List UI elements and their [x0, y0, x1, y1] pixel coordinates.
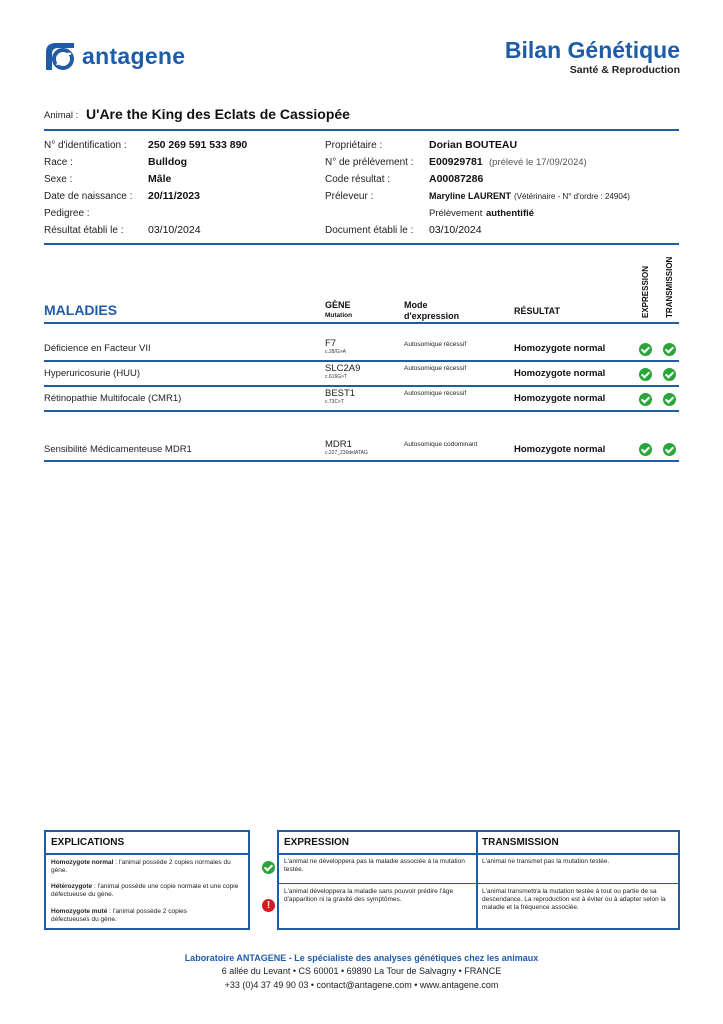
divider [46, 853, 248, 855]
id-value: 250 269 591 533 890 [148, 139, 248, 151]
divider [44, 385, 679, 387]
sample-note: (prélevé le 17/09/2024) [489, 157, 587, 168]
animal-label: Animal : [44, 110, 79, 121]
gene-name: MDR1 [325, 439, 352, 450]
col-mutation: Mutation [325, 312, 353, 319]
doc-date-label: Document établi le : [325, 225, 414, 236]
expression-ok-icon [639, 393, 652, 406]
col-transmission: TRANSMISSION [665, 256, 674, 318]
code-label: Code résultat : [325, 174, 391, 185]
expression-title: EXPRESSION [284, 837, 350, 848]
term: Homozygote normal [51, 859, 114, 866]
explications-title: EXPLICATIONS [51, 837, 125, 848]
divider [44, 129, 679, 131]
inheritance-mode: Autosomique récessif [404, 341, 467, 348]
sample-value: E00929781 [429, 156, 483, 168]
expression-ok-icon [639, 343, 652, 356]
divider [44, 243, 679, 245]
gene-name: F7 [325, 338, 337, 349]
id-label: N° d'identification : [44, 140, 127, 151]
divider [44, 410, 679, 412]
explanation-homozygote-mute [51, 908, 211, 924]
antagene-logo-icon [44, 40, 76, 72]
breed-label: Race : [44, 157, 73, 168]
inheritance-mode: Autosomique récessif [404, 365, 467, 372]
disease-name: Rétinopathie Multifocale (CMR1) [44, 393, 182, 404]
explanation-homozygote-normal [51, 859, 246, 875]
transmission-ok-icon [663, 443, 676, 456]
disease-name: Déficience en Facteur VII [44, 343, 151, 354]
transmission-ok-icon [663, 343, 676, 356]
inheritance-mode: Autosomique récessif [404, 390, 467, 397]
col-expression: EXPRESSION [641, 265, 650, 318]
gene-mutation: c.73C>T [325, 399, 345, 405]
table-row [44, 388, 679, 410]
col-mode-1: Mode [404, 300, 428, 310]
result-value: Homozygote normal [514, 393, 606, 404]
animal-name: U'Are the King des Eclats de Cassiopée [86, 106, 350, 122]
birthdate-value: 20/11/2023 [148, 190, 200, 202]
brand-logo [44, 38, 204, 76]
explanation-heterozygote [51, 883, 246, 899]
expression-bad-text: L'animal développera la maladie sans pouvoir prédire l'âge d'apparition ni la gravité des symptômes. [284, 888, 454, 903]
result-value: Homozygote normal [514, 343, 606, 354]
footer-lab: Laboratoire ANTAGENE - Le spécialiste des analyses génétiques chez les animaux [184, 953, 539, 963]
auth-word: authentifié [486, 208, 535, 219]
explications-box [44, 830, 250, 930]
table-row [44, 363, 679, 385]
footer-contact: +33 (0)4 37 49 90 03 • contact@antagene.com • www.antagene.com [224, 980, 499, 990]
footer-address: 6 allée du Levant • CS 60001 • 69890 La Tour de Salvagny • FRANCE [221, 966, 502, 976]
section-title: MALADIES [44, 302, 118, 318]
expression-ok-icon [639, 368, 652, 381]
sample-label: N° de prélèvement : [325, 157, 414, 168]
gene-name: SLC2A9 [325, 363, 361, 374]
inheritance-mode: Autosomique codominant [404, 441, 478, 448]
transmission-ok-icon [663, 368, 676, 381]
divider [44, 460, 679, 462]
expression-ok-icon [639, 443, 652, 456]
result-date-value: 03/10/2024 [148, 224, 201, 236]
result-value: Homozygote normal [514, 368, 606, 379]
definition: : l'animal possède 2 copies défectueuses du gène. [51, 908, 187, 923]
transmission-bad-text: L'animal transmettra la mutation testée à tout ou partie de sa descendance. La reproduction est à éviter ou à adapter selon la maladie et la fréquence associée. [482, 888, 666, 911]
transmission-title: TRANSMISSION [482, 837, 559, 848]
divider [279, 853, 678, 855]
owner-label: Propriétaire : [325, 140, 383, 151]
expression-ok-text: L'animal ne développera pas la maladie associée à la mutation testée. [284, 858, 465, 873]
divider [44, 322, 679, 324]
brand-name: antagene [82, 43, 186, 69]
term: Homozygote muté [51, 908, 108, 915]
col-mode-2: d'expression [404, 311, 460, 321]
definition: : l'animal possède une copie normale et une copie défectueuse du gène. [51, 883, 239, 898]
birthdate-label: Date de naissance : [44, 191, 133, 202]
warning-icon: ! [262, 899, 275, 912]
result-value: Homozygote normal [514, 444, 606, 455]
table-row [44, 337, 679, 359]
report-title: Bilan Génétique [504, 37, 680, 63]
definition: : l'animal possède 2 copies normales du gène. [51, 859, 231, 874]
gene-mutation: c.227_230delATAG [325, 450, 368, 456]
sampler-value: Maryline LAURENT [429, 191, 512, 201]
pedigree-label: Pedigree : [44, 208, 90, 219]
transmission-ok-text: L'animal ne transmet pas la mutation testée. [482, 858, 610, 865]
transmission-ok-icon [663, 393, 676, 406]
term: Hétérozygote [51, 883, 93, 890]
gene-mutation: c.28/G>A [325, 349, 346, 355]
col-gene: GÈNE [325, 300, 351, 310]
gene-name: BEST1 [325, 388, 356, 399]
expression-transmission-box [277, 830, 680, 930]
gene-mutation: c.616G>T [325, 374, 348, 380]
divider [279, 883, 678, 884]
disease-name: Hyperuricosurie (HUU) [44, 368, 141, 379]
owner-value: Dorian BOUTEAU [429, 139, 518, 151]
auth-prefix: Prélèvement [429, 208, 483, 219]
divider [44, 360, 679, 362]
disease-name: Sensibilité Médicamenteuse MDR1 [44, 444, 192, 455]
sampler-note: (Vétérinaire - N° d'ordre : 24904) [514, 192, 630, 201]
expression-ok-icon [262, 861, 275, 874]
report-subtitle: Santé & Reproduction [569, 64, 680, 76]
code-value: A00087286 [429, 173, 484, 185]
breed-value: Bulldog [148, 156, 188, 168]
col-result: RÉSULTAT [514, 306, 560, 316]
table-row [44, 438, 679, 460]
result-date-label: Résultat établi le : [44, 225, 124, 236]
sex-value: Mâle [148, 173, 172, 185]
column-divider [476, 832, 478, 928]
sampler-label: Préleveur : [325, 191, 374, 202]
doc-date-value: 03/10/2024 [429, 224, 482, 236]
sex-label: Sexe : [44, 174, 73, 185]
